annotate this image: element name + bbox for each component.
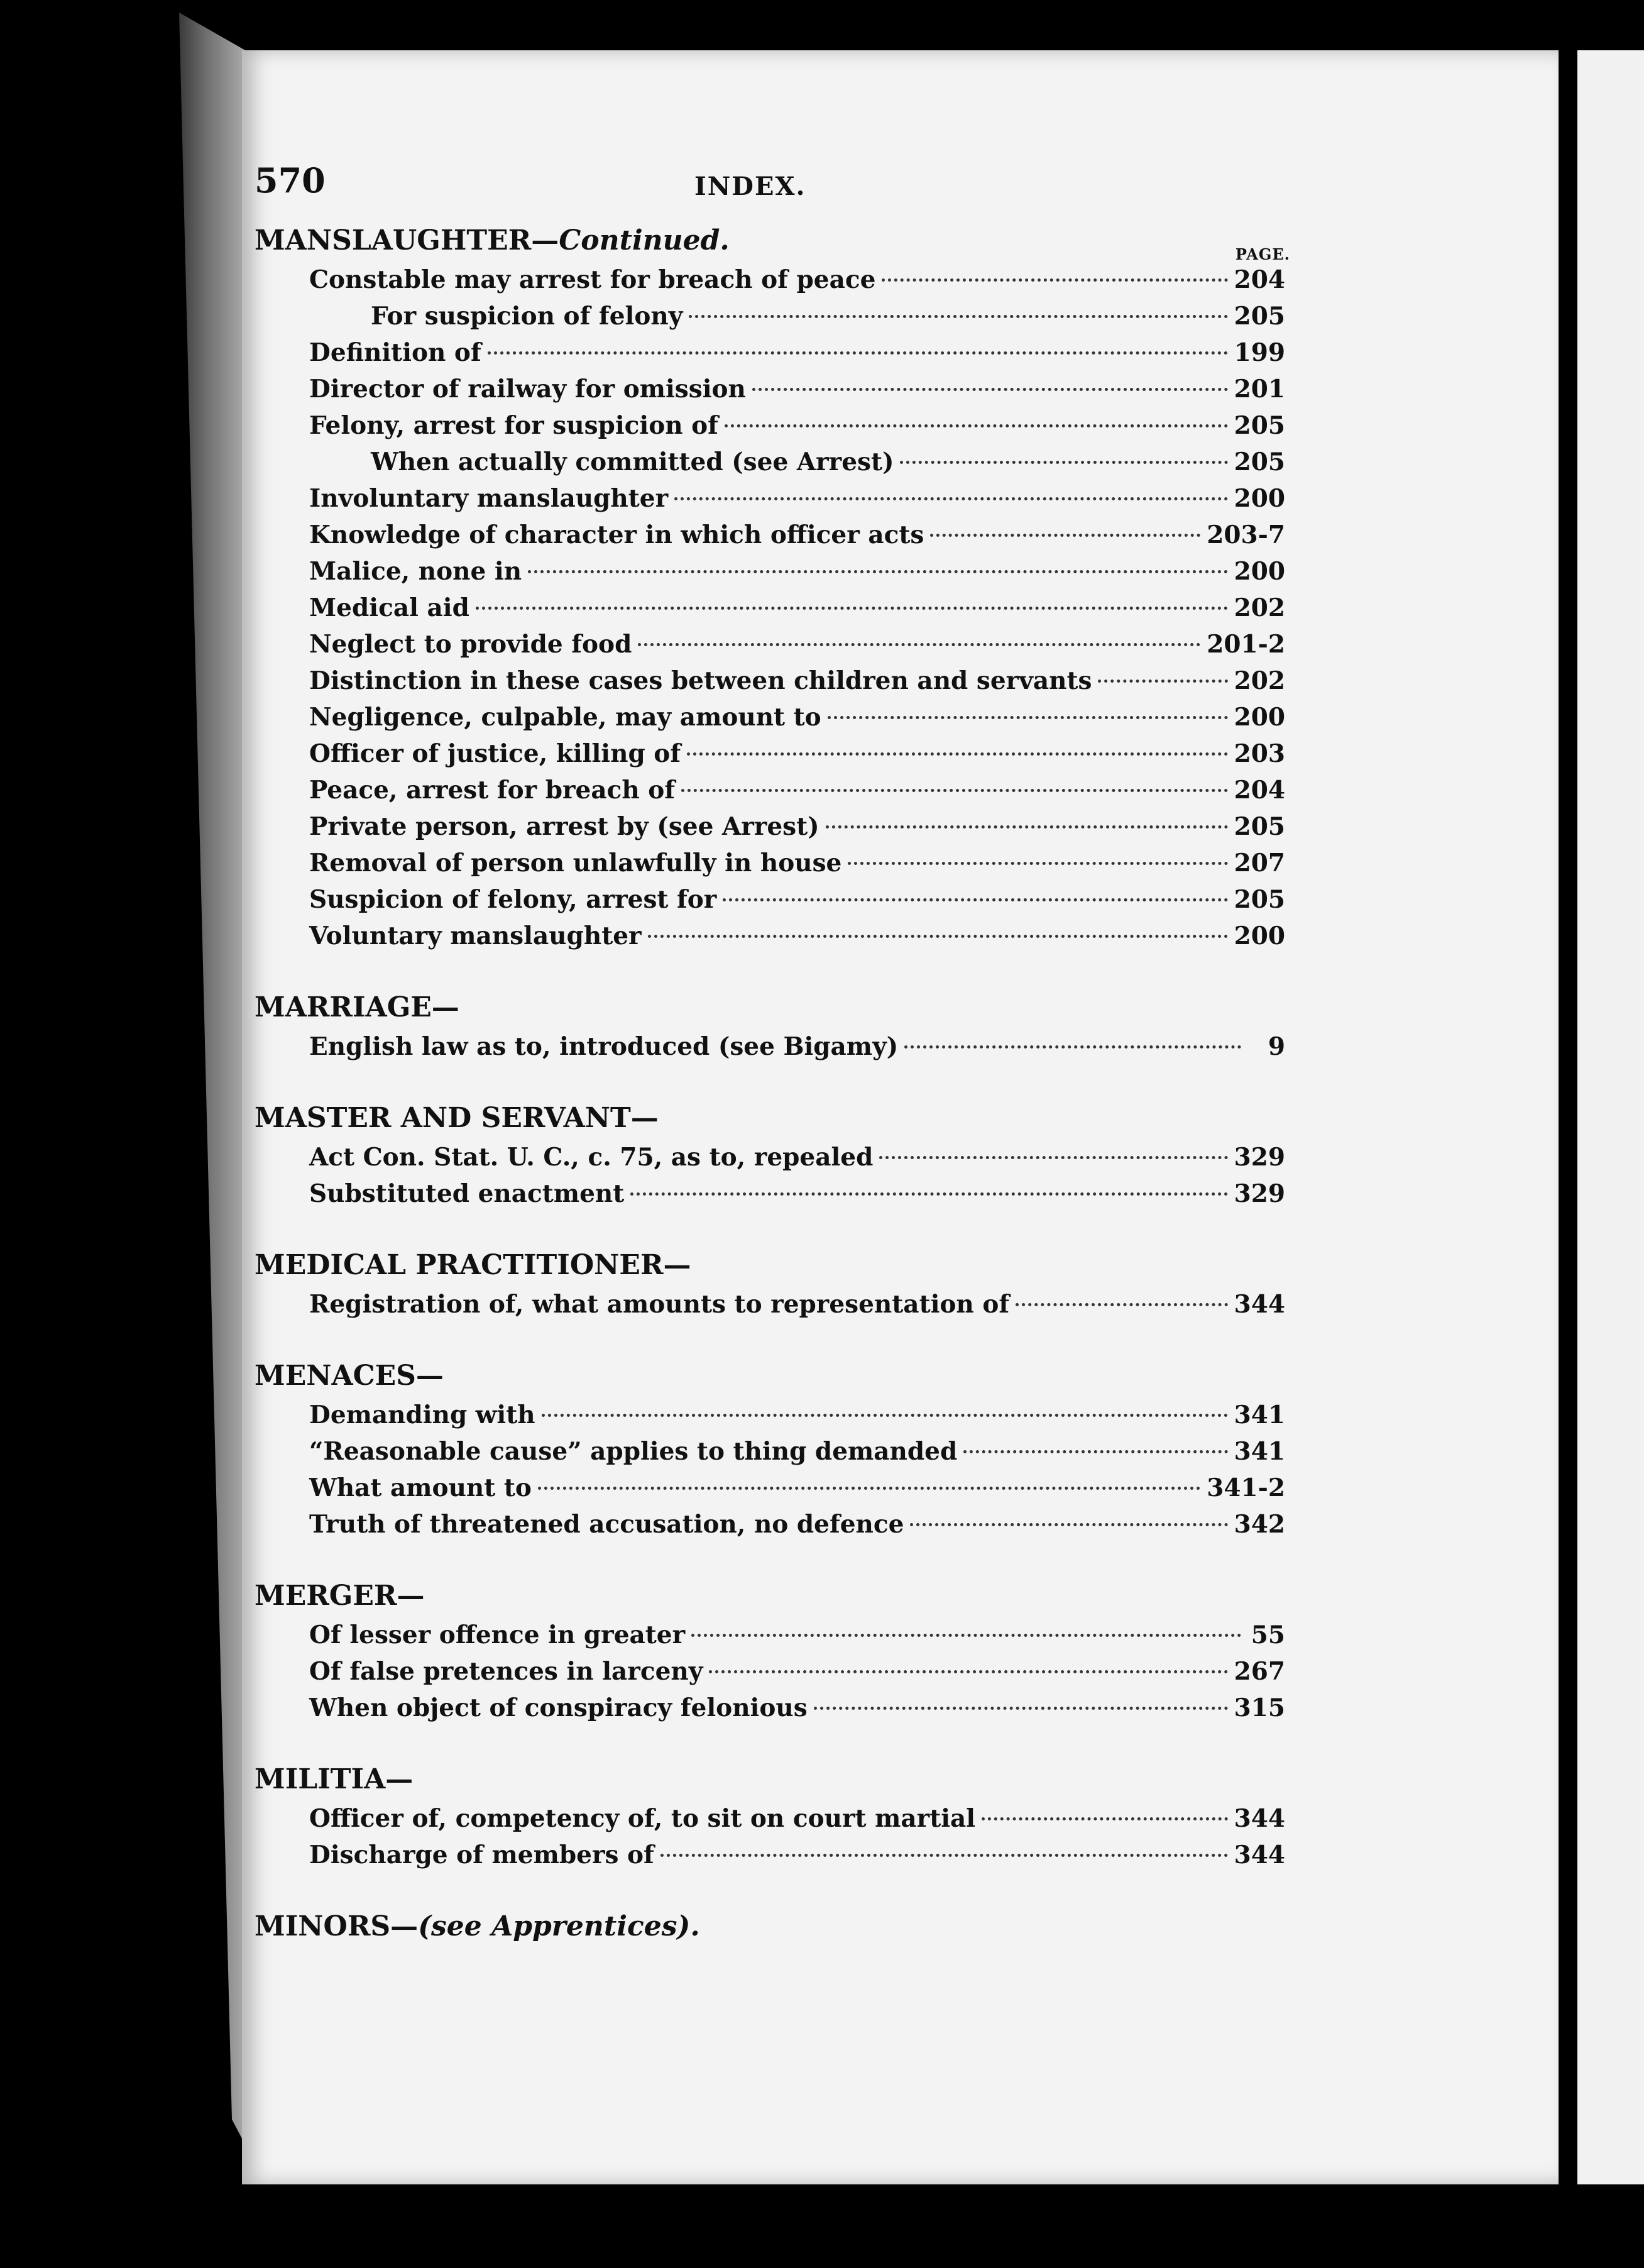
dot-leader [630, 1192, 1227, 1196]
entry-label: Truth of threatened accusation, no defence [309, 1510, 904, 1539]
entry-label: Discharge of members of [309, 1841, 654, 1869]
section-heading-note: Continued. [559, 224, 730, 256]
entry-page-number: 344 [1234, 1804, 1285, 1833]
entry-page-number: 207 [1234, 849, 1285, 878]
section-heading [255, 987, 1285, 1028]
dot-leader [723, 898, 1227, 901]
dot-leader [882, 278, 1227, 282]
dot-leader [674, 497, 1227, 500]
index-entry [255, 1175, 1285, 1212]
entry-label: Constable may arrest for breach of peace [309, 265, 876, 294]
entry-page-number: 329 [1234, 1179, 1285, 1208]
entry-label: Act Con. Stat. U. C., c. 75, as to, repealed [309, 1143, 874, 1172]
index-entry [255, 444, 1285, 480]
page-column-heading: PAGE. [1235, 245, 1290, 263]
entry-page-number: 315 [1234, 1693, 1285, 1722]
entry-page-number: 201-2 [1207, 630, 1285, 659]
dot-leader [681, 789, 1227, 792]
index-entry [255, 261, 1285, 298]
entry-page-number: 204 [1234, 265, 1285, 294]
dot-leader [828, 716, 1228, 719]
entry-page-number: 205 [1234, 885, 1285, 914]
index-entry [255, 881, 1285, 918]
index-entry [255, 1139, 1285, 1175]
dot-leader [687, 752, 1227, 756]
index-entry [255, 699, 1285, 735]
entry-label: Malice, none in [309, 557, 522, 586]
index-entry [255, 1470, 1285, 1506]
dot-leader [542, 1414, 1228, 1417]
entry-page-number: 200 [1234, 557, 1285, 586]
entry-label: Involuntary manslaughter [309, 484, 669, 513]
entry-page-number: 205 [1234, 302, 1285, 331]
entry-page-number: 9 [1268, 1032, 1285, 1061]
section-heading [255, 1575, 1285, 1617]
section-heading-text: MASTER AND SERVANT— [255, 1102, 659, 1134]
index-entry [255, 407, 1285, 444]
dot-leader [814, 1707, 1228, 1710]
dot-leader [476, 607, 1228, 610]
entry-page-number: 205 [1234, 448, 1285, 476]
entry-label: When object of conspiracy felonious [309, 1693, 808, 1722]
right-page-edge [1577, 50, 1644, 2184]
entry-page-number: 200 [1234, 703, 1285, 732]
dot-leader [879, 1156, 1227, 1159]
entry-page-number: 202 [1234, 593, 1285, 622]
section-heading [255, 1098, 1285, 1139]
index-entry [255, 517, 1285, 553]
entry-label: For suspicion of felony [371, 302, 683, 331]
section-heading [255, 1759, 1285, 1800]
entry-page-number: 204 [1234, 776, 1285, 805]
entry-label: English law as to, introduced (see Bigamy) [309, 1032, 899, 1061]
section-heading [255, 220, 1290, 263]
entry-label: Removal of person unlawfully in house [309, 849, 842, 878]
dot-leader [826, 825, 1228, 828]
entry-label: Definition of [309, 338, 481, 367]
index-page [255, 160, 1290, 1947]
index-section [255, 1098, 1285, 1212]
index-entry [255, 1506, 1285, 1543]
entry-label: Suspicion of felony, arrest for [309, 885, 717, 914]
entry-label: Neglect to provide food [309, 630, 632, 659]
entry-label: Medical aid [309, 593, 469, 622]
section-heading-text: MARRIAGE— [255, 991, 459, 1023]
entry-label: Voluntary manslaughter [309, 922, 642, 950]
entry-page-number: 342 [1234, 1510, 1285, 1539]
section-heading-text: MENACES— [255, 1360, 444, 1392]
index-entry [255, 1800, 1285, 1837]
running-title: INDEX. [694, 172, 806, 201]
entry-page-number: 341 [1234, 1401, 1285, 1429]
section-heading [255, 1355, 1285, 1397]
index-entry [255, 626, 1285, 663]
entry-label: Director of railway for omission [309, 375, 746, 404]
index-section [255, 1355, 1285, 1543]
entry-label: Peace, arrest for breach of [309, 776, 676, 805]
entry-page-number: 341 [1234, 1437, 1285, 1466]
dot-leader [709, 1670, 1227, 1673]
entry-page-number: 55 [1251, 1621, 1285, 1649]
index-entry [255, 371, 1285, 407]
dot-leader [689, 315, 1227, 318]
index-section [255, 1906, 1285, 1947]
index-entry [255, 808, 1285, 845]
entry-label: What amount to [309, 1473, 532, 1502]
dot-leader [904, 1045, 1241, 1049]
dot-leader [488, 351, 1228, 355]
entry-page-number: 200 [1234, 922, 1285, 950]
dot-leader [528, 570, 1228, 573]
page-header [255, 160, 1285, 220]
entry-label: Private person, arrest by (see Arrest) [309, 812, 819, 841]
section-heading-note: (see Apprentices). [418, 1910, 700, 1942]
entry-page-number: 201 [1234, 375, 1285, 404]
index-entry [255, 553, 1285, 590]
index-section [255, 987, 1285, 1065]
index-entry [255, 735, 1285, 772]
entry-page-number: 203-7 [1207, 520, 1285, 549]
page-number: 570 [255, 160, 326, 201]
entry-page-number: 202 [1234, 666, 1285, 695]
index-section [255, 1245, 1285, 1323]
entry-label: Distinction in these cases between children and servants [309, 666, 1092, 695]
index-entry [255, 480, 1285, 517]
index-entry [255, 772, 1285, 808]
section-heading [255, 1245, 1285, 1286]
index-entry [255, 918, 1285, 954]
dot-leader [725, 424, 1228, 427]
index-entry [255, 1028, 1285, 1065]
entry-page-number: 344 [1234, 1290, 1285, 1319]
entry-label: Officer of, competency of, to sit on court martial [309, 1804, 976, 1833]
index-entry [255, 1617, 1285, 1653]
dot-leader [660, 1854, 1228, 1857]
dot-leader [691, 1634, 1241, 1637]
entry-label: Knowledge of character in which officer acts [309, 520, 924, 549]
index-entry [255, 1286, 1285, 1323]
index-entry [255, 663, 1285, 699]
entry-label: Negligence, culpable, may amount to [309, 703, 821, 732]
entry-page-number: 205 [1234, 411, 1285, 440]
entry-label: Felony, arrest for suspicion of [309, 411, 718, 440]
dot-leader [1016, 1303, 1227, 1306]
dot-leader [900, 461, 1227, 464]
dot-leader [848, 862, 1227, 865]
index-entry [255, 590, 1285, 626]
dot-leader [638, 643, 1200, 646]
dot-leader [930, 534, 1200, 537]
dot-leader [963, 1450, 1227, 1453]
index-entry [255, 845, 1285, 881]
entry-page-number: 267 [1234, 1657, 1285, 1686]
entry-label: Officer of justice, killing of [309, 739, 681, 768]
section-heading [255, 1906, 1285, 1947]
index-entry [255, 1397, 1285, 1433]
entry-page-number: 200 [1234, 484, 1285, 513]
entry-label: Demanding with [309, 1401, 535, 1429]
section-heading-text: MILITIA— [255, 1763, 414, 1795]
dot-leader [648, 935, 1228, 938]
entry-label: When actually committed (see Arrest) [371, 448, 894, 476]
entry-page-number: 203 [1234, 739, 1285, 768]
index-section [255, 220, 1290, 954]
index-entry [255, 334, 1285, 371]
entry-label: Substituted enactment [309, 1179, 625, 1208]
index-entry [255, 1653, 1285, 1690]
dot-leader [910, 1523, 1227, 1526]
entry-label: Of false pretences in larceny [309, 1657, 703, 1686]
index-section [255, 1759, 1285, 1873]
index-entry [255, 1837, 1285, 1873]
section-heading-text: MINORS— [255, 1910, 419, 1942]
index-section [255, 1575, 1285, 1726]
entry-label: Registration of, what amounts to representation of [309, 1290, 1010, 1319]
entry-page-number: 199 [1234, 338, 1285, 367]
dot-leader [1098, 680, 1227, 683]
index-entry [255, 1433, 1285, 1470]
entry-label: “Reasonable cause” applies to thing demanded [309, 1437, 958, 1466]
section-heading-text: MANSLAUGHTER— [255, 224, 559, 256]
index-entry [255, 1690, 1285, 1726]
entry-page-number: 205 [1234, 812, 1285, 841]
entry-label: Of lesser offence in greater [309, 1621, 686, 1649]
section-heading-text: MEDICAL PRACTITIONER— [255, 1249, 691, 1281]
dot-leader [982, 1817, 1227, 1820]
dot-leader [752, 388, 1228, 391]
entry-page-number: 329 [1234, 1143, 1285, 1172]
dot-leader [538, 1487, 1200, 1490]
entry-page-number: 344 [1234, 1841, 1285, 1869]
section-heading-text: MERGER— [255, 1580, 425, 1612]
index-sections [255, 220, 1290, 1947]
entry-page-number: 341-2 [1207, 1473, 1285, 1502]
index-entry [255, 298, 1285, 334]
